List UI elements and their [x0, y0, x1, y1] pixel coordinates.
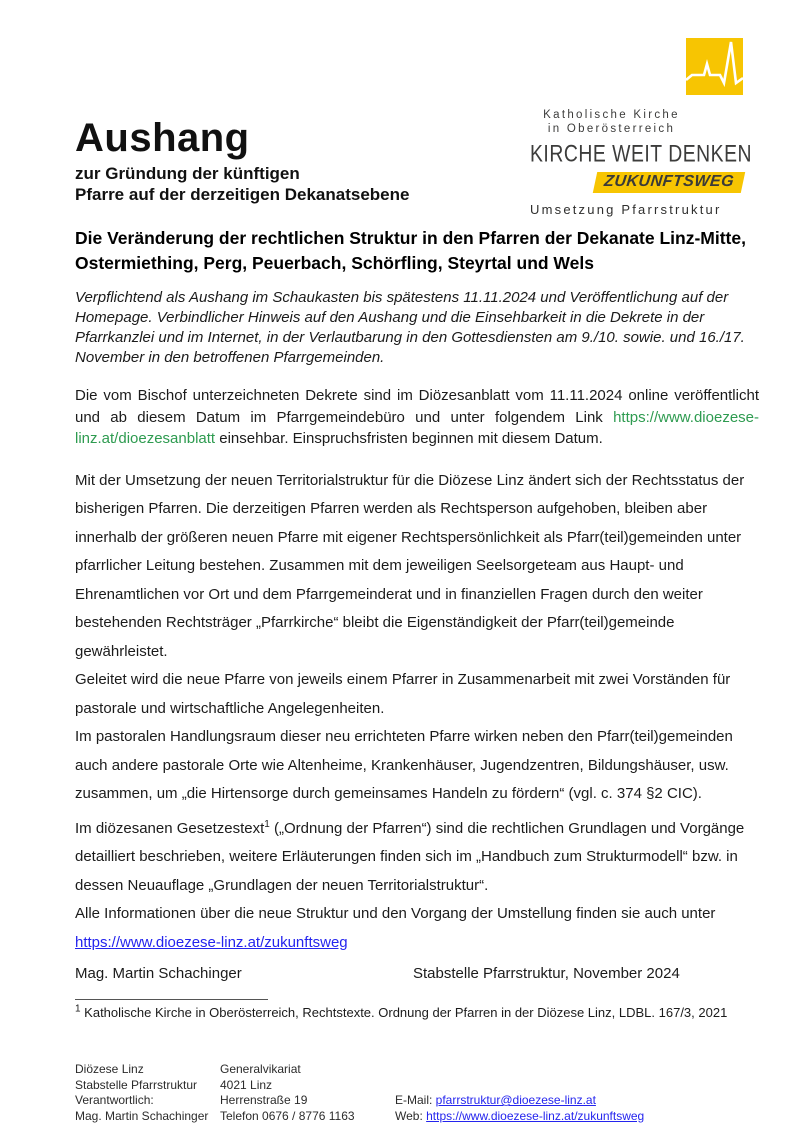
footnote-text: Katholische Kirche in Oberösterreich, Rechtstexte. Ordnung der Pfarren in der Diözese Linz, LDBL. 167/3, 2021 — [80, 1005, 728, 1020]
section-heading: Die Veränderung der rechtlichen Struktur in den Pfarren der Dekanate Linz-Mitte, Ostermiething, Perg, Peuerbach, Schörfling, Steyrtal und Wels — [75, 228, 746, 273]
zukunftsweg-badge — [593, 172, 745, 193]
signature-name: Mag. Martin Schachinger — [75, 965, 242, 982]
paragraph-informationen: Alle Informationen über die neue Struktur und den Vorgang der Umstellung finden sie auch unter — [75, 905, 716, 922]
footer-line: Generalvikariat — [220, 1062, 301, 1076]
signature-department: Stabstelle Pfarrstruktur, November 2024 — [413, 965, 680, 982]
web-label: Web: — [395, 1108, 427, 1123]
paragraph-territorialstruktur: Mit der Umsetzung der neuen Territorialstruktur für die Diözese Linz ändert sich der Rechtsstatus der bisherigen Pfarren. Die derzeitigen Pfarren werden als Rechtsperson aufgehoben, bleiben aber innerhalb der größeren neuen Pfarre mit eigener Rechtspersönlichkeit als Pfarr(teil)gemeinden unter pfarrlicher Leitung bestehen. Zusammen mit dem jeweiligen Seelsorgeteam aus Haupt- und Ehrenamtlichen vor Ort und dem Pfarrgemeinderat und in finanziellen Fragen durch den weiter bestehenden Rechtsträger „Pfarrkirche“ bleibt die Eigenständigkeit der Pfarr(teil)gemeinde gewährleistet. — [75, 471, 745, 660]
footer-line: Verantwortlich: — [75, 1093, 154, 1107]
ekg-pulse-icon — [686, 38, 743, 95]
web-link[interactable]: https://www.dioezese-linz.at/zukunftsweg — [426, 1108, 645, 1123]
footer-line: 4021 Linz — [220, 1077, 273, 1092]
page-title: Aushang — [75, 116, 250, 160]
zukunftsweg-link[interactable]: https://www.dioezese-linz.at/zukunftsweg — [75, 933, 348, 951]
org-name-line-1: Katholische Kirche — [543, 109, 680, 121]
title-block — [75, 116, 505, 205]
subtitle-line-2: Pfarre auf der derzeitigen Dekanatsebene — [75, 185, 410, 204]
logo-subline: Umsetzung Pfarrstruktur — [530, 202, 722, 217]
paragraph-handlungsraum: Im pastoralen Handlungsraum dieser neu errichteten Pfarre wirken neben den Pfarr(teil)gemeinden auch andere pastorale Orte wie Altenheime, Krankenhäuser, Jugendzentren, Bildungshäuser, usw. zusammen, um „die Hirtensorge durch gemeinsames Handeln zu fördern“ (vgl. c. 374 §2 CIC). — [75, 728, 733, 802]
zukunftsweg-link-line — [75, 929, 759, 958]
footer-column-contact — [395, 1062, 644, 1124]
footer-email-line — [395, 1093, 644, 1109]
decree-text-after: einsehbar. Einspruchsfristen beginnen mit diesem Datum. — [215, 430, 603, 447]
paragraph-gesetzestext — [75, 815, 759, 901]
footer-column-address — [220, 1062, 395, 1124]
paragraph-leitung: Geleitet wird die neue Pfarre von jeweils einem Pfarrer in Zusammenarbeit mit zwei Vorständen für pastorale und wirtschaftliche Angelegenheiten. — [75, 671, 731, 717]
page-footer — [75, 1062, 775, 1124]
footer-line: Diözese Linz — [75, 1062, 144, 1076]
signature-row — [75, 965, 759, 982]
org-name-line-2: in Oberösterreich — [547, 123, 676, 135]
footnote — [75, 1005, 759, 1020]
dioezesanblatt-link[interactable]: https://www.dioezese-linz.at/dioezesanblatt — [75, 408, 759, 447]
email-link[interactable]: pfarrstruktur@dioezese-linz.at — [435, 1093, 596, 1107]
badge-row — [530, 172, 743, 193]
decree-text-before: Die vom Bischof unterzeichneten Dekrete sind im Diözesanblatt vom 11.11.2024 online veröffentlicht und ab diesem Datum im Pfarrgemeindebüro und unter folgendem Link — [75, 387, 759, 426]
body-paragraphs — [75, 467, 759, 958]
email-label: E-Mail: — [395, 1093, 436, 1107]
footer-line: Telefon 0676 / 8776 1163 — [220, 1108, 355, 1123]
footnote-ref: 1 — [264, 818, 270, 830]
notice-paragraph: Verpflichtend als Aushang im Schaukasten bis spätestens 11.11.2024 und Veröffentlichung auf der Homepage. Verbindlicher Hinweis auf den Aushang und die Einsehbarkeit in die Dekrete in der Pfarrkanzlei und im Internet, in der Verlautbarung in den Gottesdiensten am 9./10. sowie. und 16./17. November in den betroffenen Pfarrgemeinden. — [75, 289, 745, 366]
footer-line: Mag. Martin Schachinger — [75, 1108, 209, 1123]
gesetzestext-before-sup: Im diözesanen Gesetzestext — [75, 819, 265, 837]
diocese-logo — [530, 38, 753, 217]
page-subtitle — [75, 163, 505, 205]
footnote-divider — [75, 999, 268, 1000]
footnote-number: 1 — [75, 1003, 81, 1015]
footer-line: Herrenstraße 19 — [220, 1093, 308, 1107]
footer-line: Stabstelle Pfarrstruktur — [75, 1077, 198, 1092]
badge-label: ZUKUNFTSWEG — [603, 173, 736, 190]
logo-claim: KIRCHE WEIT DENKEN — [530, 140, 753, 168]
footer-column-organisation — [75, 1062, 220, 1124]
org-name — [530, 108, 743, 136]
decree-paragraph — [75, 385, 759, 450]
footer-web-line — [395, 1109, 644, 1125]
main-content — [75, 226, 759, 957]
subtitle-line-1: zur Gründung der künftigen — [75, 164, 300, 183]
gesetzestext-after-sup: („Ordnung der Pfarren“) sind die rechtlichen Grundlagen und Vorgänge detailliert beschrieben, weitere Erläuterungen finden sich im „Handbuch zum Strukturmodell“ bzw. in dessen Neuauflage „Grundlagen der neuen Territorialstruktur“. — [75, 819, 745, 894]
